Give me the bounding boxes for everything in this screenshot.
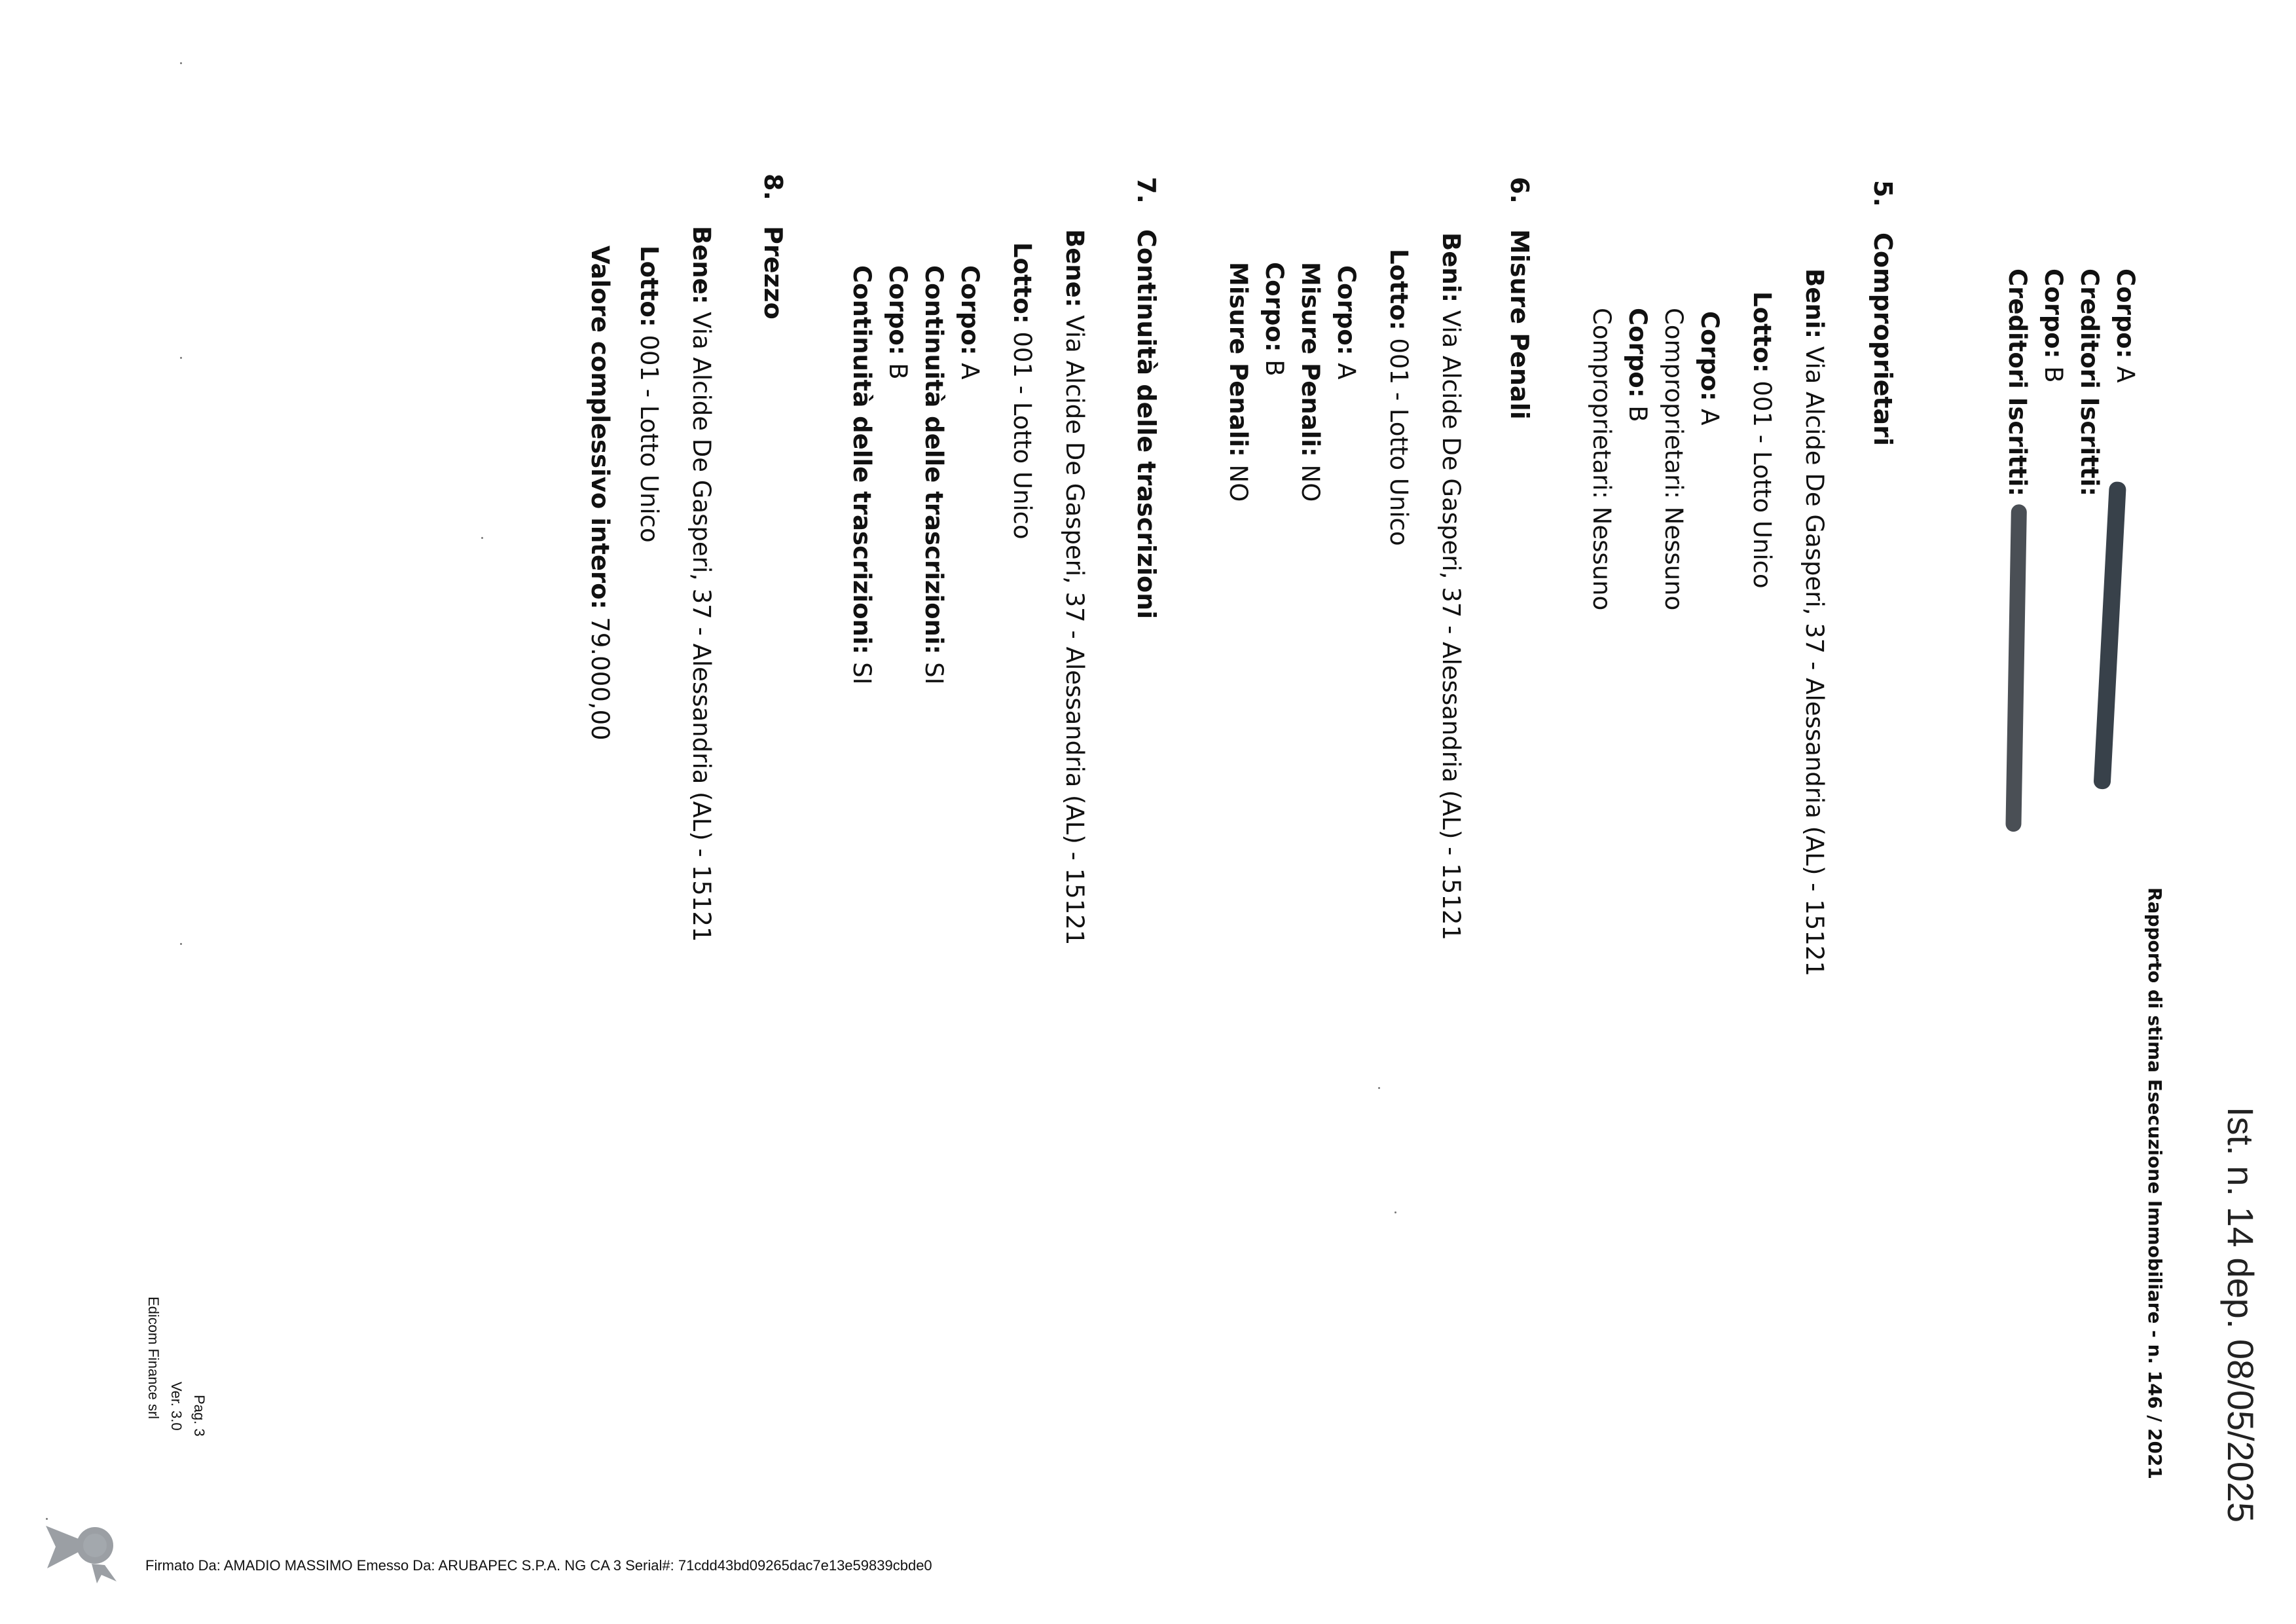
label: Bene: bbox=[687, 226, 716, 304]
section-5-corpo-b bbox=[1626, 308, 1650, 422]
value: SI bbox=[848, 662, 876, 685]
label: Lotto: bbox=[1008, 242, 1036, 324]
value: 79.000,00 bbox=[586, 617, 614, 741]
value: Via Alcide De Gasperi, 37 - Alessandria (AL) - 15121 bbox=[1061, 315, 1089, 946]
report-title: Rapporto di stima Esecuzione Immobiliare - n. 146 / 2021 bbox=[2144, 887, 2166, 1479]
section-8-lotto bbox=[637, 246, 661, 543]
value: Via Alcide De Gasperi, 37 - Alessandria (AL) - 15121 bbox=[1437, 310, 1465, 940]
label: Corpo: bbox=[1260, 262, 1288, 352]
speck bbox=[481, 537, 483, 539]
speck bbox=[180, 62, 182, 64]
section-7-lotto bbox=[1010, 242, 1034, 540]
section-5-beni bbox=[1802, 268, 1827, 976]
section-5-comproprietari-b: Comproprietari: Nessuno bbox=[1588, 308, 1616, 611]
value: Via Alcide De Gasperi, 37 - Alessandria (AL) - 15121 bbox=[687, 312, 716, 942]
label: Lotto: bbox=[635, 246, 663, 327]
digital-signature: Firmato Da: AMADIO MASSIMO Emesso Da: ARUBAPEC S.P.A. NG CA 3 Serial#: 71cdd43bd09265dac7e13e59839cbde0 bbox=[145, 1557, 932, 1574]
value: 001 - Lotto Unico bbox=[1385, 338, 1413, 546]
value: 001 - Lotto Unico bbox=[1748, 380, 1776, 589]
top-creditori-a bbox=[2077, 268, 2102, 496]
section-6-number: 6. bbox=[1505, 177, 1534, 204]
section-7-title: Continuità delle trascrizioni bbox=[1132, 229, 1161, 619]
speck bbox=[180, 357, 182, 359]
value: Via Alcide De Gasperi, 37 - Alessandria (AL) - 15121 bbox=[1800, 346, 1829, 976]
label: Valore complessivo intero: bbox=[586, 246, 614, 610]
label: Corpo: bbox=[884, 265, 912, 356]
section-6-misure-a bbox=[1298, 262, 1322, 502]
value: B bbox=[1260, 360, 1288, 377]
top-corpo-a bbox=[2113, 268, 2138, 383]
label: Misure Penali: bbox=[1296, 262, 1324, 457]
label: Corpo: bbox=[1624, 308, 1652, 398]
label: Continuità delle trascrizioni: bbox=[920, 265, 948, 655]
section-6-lotto bbox=[1387, 249, 1411, 546]
value: NO bbox=[1224, 464, 1252, 502]
label: Creditori Iscritti: bbox=[2003, 268, 2032, 497]
section-6-beni bbox=[1439, 232, 1463, 940]
section-6-corpo-b bbox=[1262, 262, 1286, 377]
value: A bbox=[956, 363, 984, 380]
value: B bbox=[884, 363, 912, 380]
label: Lotto: bbox=[1748, 291, 1776, 373]
section-8-number: 8. bbox=[759, 174, 788, 200]
redaction-mark-1 bbox=[2093, 481, 2126, 790]
speck bbox=[46, 1518, 48, 1520]
section-6-misure-b bbox=[1226, 262, 1250, 502]
label: Bene: bbox=[1061, 229, 1089, 308]
label: Corpo: bbox=[956, 265, 984, 356]
value: B bbox=[1624, 405, 1652, 422]
label: Corpo: bbox=[2039, 268, 2068, 359]
value: A bbox=[2111, 366, 2140, 383]
label: Corpo: bbox=[2111, 268, 2140, 359]
label: Beni: bbox=[1800, 268, 1829, 339]
value: B bbox=[2039, 366, 2068, 383]
value: A bbox=[1332, 363, 1360, 380]
label: Continuità delle trascrizioni: bbox=[848, 265, 876, 655]
section-7-bene bbox=[1063, 229, 1087, 945]
section-7-corpo-a bbox=[958, 265, 982, 380]
label: Creditori Iscritti: bbox=[2075, 268, 2104, 497]
value: 001 - Lotto Unico bbox=[1008, 331, 1036, 540]
footer-page: Pag. 3 bbox=[191, 1395, 208, 1437]
label: Beni: bbox=[1437, 232, 1465, 303]
section-5-title: Comproprietari bbox=[1868, 232, 1897, 446]
speck bbox=[180, 943, 182, 945]
section-7-continuita-a bbox=[922, 265, 946, 685]
label: Corpo: bbox=[1696, 311, 1724, 401]
section-6-corpo-a bbox=[1334, 265, 1358, 380]
top-corpo-b bbox=[2041, 268, 2066, 383]
value: NO bbox=[1296, 464, 1324, 502]
section-5-corpo-a bbox=[1698, 311, 1722, 426]
deposit-stamp: Ist. n. 14 dep. 08/05/2025 bbox=[2220, 1107, 2261, 1523]
section-8-bene bbox=[689, 226, 714, 942]
section-6-title: Misure Penali bbox=[1505, 229, 1534, 420]
section-7-corpo-b bbox=[886, 265, 910, 380]
section-8-title: Prezzo bbox=[759, 226, 788, 320]
label: Misure Penali: bbox=[1224, 262, 1252, 457]
section-5-comproprietari-a: Comproprietari: Nessuno bbox=[1660, 308, 1688, 611]
label: Lotto: bbox=[1385, 249, 1413, 331]
footer-company: Edicom Finance srl bbox=[145, 1297, 162, 1420]
section-5-lotto bbox=[1750, 291, 1774, 589]
value: A bbox=[1696, 409, 1724, 426]
speck bbox=[1394, 1211, 1396, 1213]
section-5-number: 5. bbox=[1868, 180, 1897, 207]
footer-version: Ver. 3.0 bbox=[168, 1382, 185, 1431]
redaction-mark-2 bbox=[2005, 504, 2027, 832]
section-7-number: 7. bbox=[1132, 177, 1161, 204]
speck bbox=[1378, 1087, 1380, 1089]
value: SI bbox=[920, 662, 948, 685]
label: Corpo: bbox=[1332, 265, 1360, 356]
section-8-valore bbox=[588, 246, 612, 741]
section-7-continuita-b bbox=[850, 265, 874, 685]
value: 001 - Lotto Unico bbox=[635, 335, 663, 543]
seal-icon bbox=[39, 1513, 124, 1585]
top-creditori-b bbox=[2005, 268, 2030, 496]
